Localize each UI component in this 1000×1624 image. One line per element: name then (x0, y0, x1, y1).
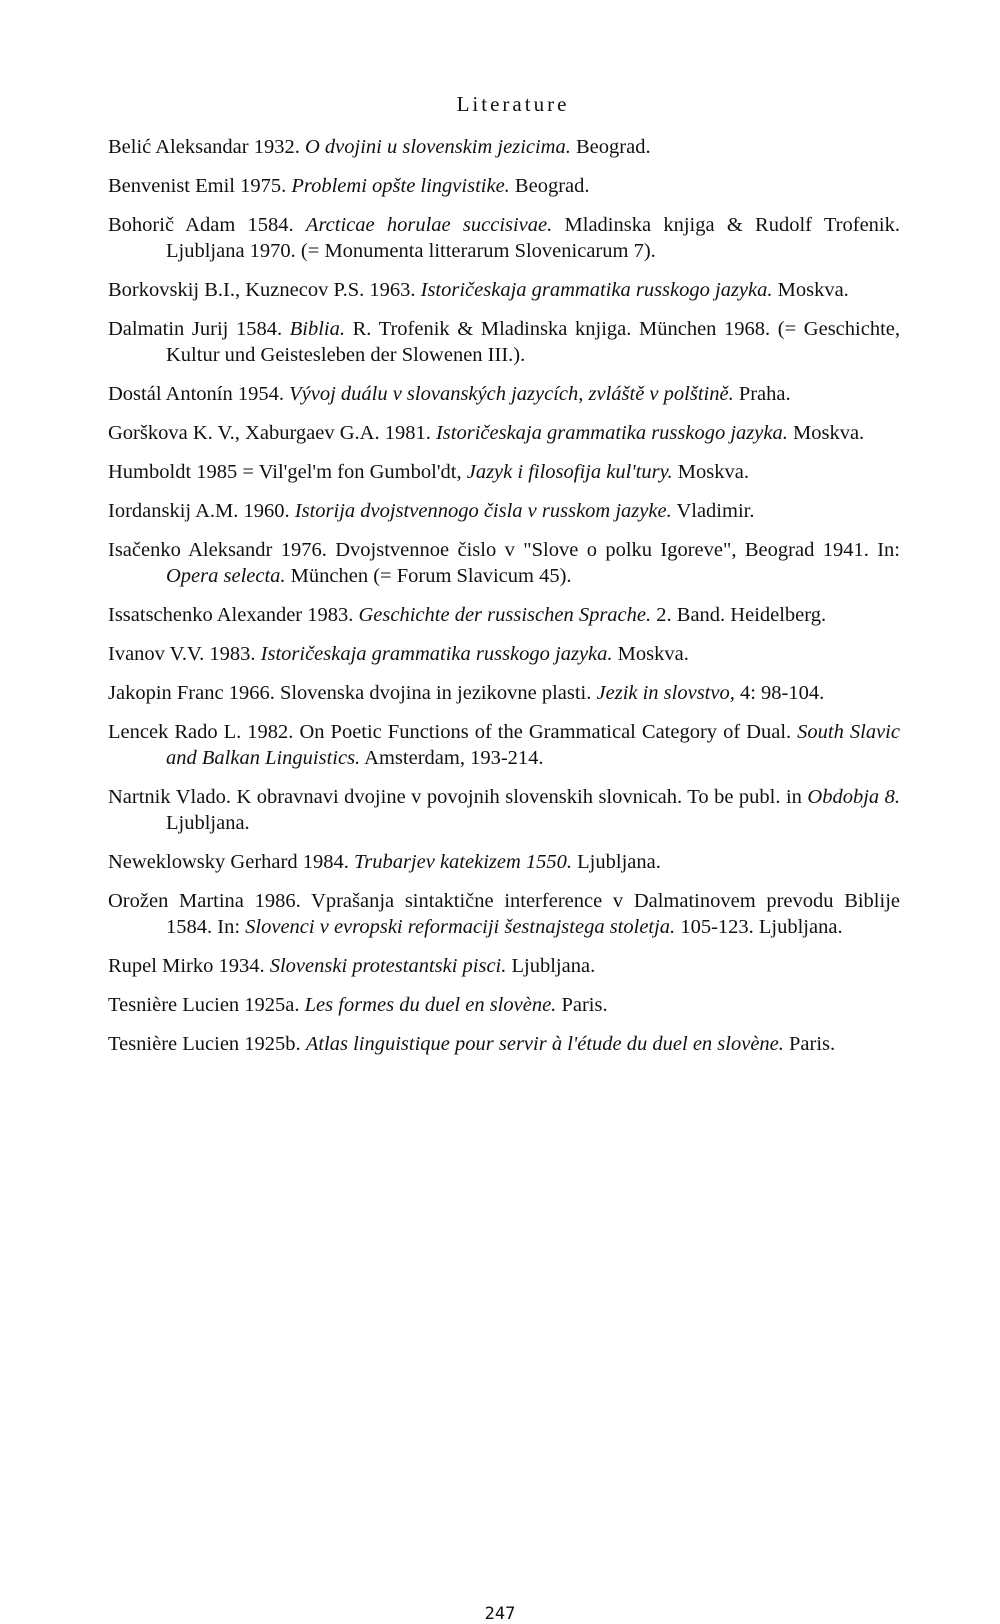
reference-text: Paris. (556, 994, 608, 1016)
reference-entry (108, 888, 900, 940)
reference-title: South Slavic and Balkan Linguistics. (166, 721, 900, 769)
reference-text: Tesnière Lucien 1925b. (108, 1033, 306, 1055)
page-number: 247 (484, 1604, 516, 1624)
reference-entry (108, 420, 900, 446)
reference-entry (108, 1031, 900, 1057)
reference-entry (108, 277, 900, 303)
page-heading: Literature (456, 92, 570, 116)
reference-text: Praha. (733, 383, 791, 405)
reference-entry (108, 680, 900, 706)
reference-title: Slovenski protestantski pisci. (269, 955, 507, 977)
reference-text: Nartnik Vlado. K obravnavi dvojine v povojnih slovenskih slovnicah. To be publ. in (108, 786, 808, 808)
reference-title: O dvojini u slovenskim jezicima. (304, 136, 571, 158)
reference-text: 4: 98-104. (734, 682, 825, 704)
reference-entry (108, 602, 900, 628)
reference-entry (108, 784, 900, 836)
reference-entry (108, 316, 900, 368)
reference-text: Moskva. (772, 279, 849, 301)
reference-text: Jakopin Franc 1966. Slovenska dvojina in jezikovne plasti. (108, 682, 597, 704)
reference-entry (108, 849, 900, 875)
reference-text: 2. Band. Heidelberg. (651, 604, 827, 626)
reference-entry (108, 992, 900, 1018)
reference-text: Dalmatin Jurij 1584. (108, 318, 290, 340)
reference-text: Dostál Antonín 1954. (108, 383, 290, 405)
reference-text: Borkovskij B.I., Kuznecov P.S. 1963. (108, 279, 421, 301)
reference-title: Istoričeskaja grammatika russkogo jazyka. (260, 643, 613, 665)
reference-entry (108, 212, 900, 264)
reference-text: Orožen Martina 1986. Vprašanja sintaktične interference v Dalmatinovem prevodu Biblije 1584. In: (108, 890, 900, 938)
reference-text: Ljubljana. (166, 812, 250, 834)
reference-text: Gorškova K. V., Xaburgaev G.A. 1981. (108, 422, 436, 444)
reference-entry (108, 953, 900, 979)
reference-text: Humboldt 1985 = Vil'gel'm fon Gumbol'dt, (108, 461, 467, 483)
reference-text: München (= Forum Slavicum 45). (285, 565, 572, 587)
reference-text: Belić Aleksandar 1932. (108, 136, 305, 158)
reference-title: Slovenci v evropski reformaciji šestnajstega stoletja. (245, 916, 676, 938)
reference-text: Paris. (783, 1033, 836, 1055)
reference-title: Istoričeskaja grammatika russkogo jazyka. (435, 422, 788, 444)
reference-text: Beograd. (570, 136, 651, 158)
reference-text: Tesnière Lucien 1925a. (108, 994, 305, 1016)
reference-text: Moskva. (612, 643, 689, 665)
reference-text: Mladinska knjiga & Rudolf Trofenik. Ljubljana 1970. (= Monumenta litterarum Slovenicarum 7). (166, 214, 900, 262)
reference-text: R. Trofenik & Mladinska knjiga. München 1968. (= Geschichte, Kultur und Geistesleben der Slowenen III.). (166, 318, 900, 366)
reference-text: Beograd. (509, 175, 590, 197)
reference-text: 105-123. Ljubljana. (675, 916, 843, 938)
reference-entry (108, 381, 900, 407)
reference-text: Benvenist Emil 1975. (108, 175, 292, 197)
reference-title: Geschichte der russischen Sprache. (358, 604, 652, 626)
reference-text: Moskva. (672, 461, 749, 483)
reference-title: Vývoj duálu v slovanských jazycích, zvláště v polštině. (289, 383, 734, 405)
reference-text: Isačenko Aleksandr 1976. Dvojstvennoe čislo v "Slove o polku Igoreve", Beograd 1941. In: (108, 539, 900, 561)
reference-text: Neweklowsky Gerhard 1984. (108, 851, 354, 873)
reference-text: Iordanskij A.M. 1960. (108, 500, 295, 522)
reference-title: Jezik in slovstvo, (596, 682, 735, 704)
reference-title: Problemi opšte lingvistike. (291, 175, 510, 197)
reference-entry (108, 173, 900, 199)
reference-text: Issatschenko Alexander 1983. (108, 604, 359, 626)
reference-title: Jazyk i filosofija kul'tury. (466, 461, 673, 483)
reference-text: Ivanov V.V. 1983. (108, 643, 261, 665)
reference-text: Moskva. (787, 422, 865, 444)
reference-text: Bohorič Adam 1584. (108, 214, 306, 236)
reference-title: Istorija dvojstvennogo čisla v russkom jazyke. (294, 500, 672, 522)
reference-text: Rupel Mirko 1934. (108, 955, 270, 977)
reference-entry (108, 537, 900, 589)
reference-entry (108, 498, 900, 524)
reference-title: Opera selecta. (166, 565, 286, 587)
reference-title: Obdobja 8. (807, 786, 900, 808)
reference-list (108, 134, 900, 1070)
reference-title: Les formes du duel en slovène. (304, 994, 557, 1016)
reference-title: Atlas linguistique pour servir à l'étude du duel en slovène. (305, 1033, 784, 1055)
reference-entry (108, 134, 900, 160)
reference-text: Amsterdam, 193-214. (360, 747, 544, 769)
reference-entry (108, 459, 900, 485)
reference-title: Trubarjev katekizem 1550. (353, 851, 573, 873)
reference-text: Ljubljana. (572, 851, 661, 873)
reference-title: Istoričeskaja grammatika russkogo jazyka. (420, 279, 773, 301)
reference-entry (108, 641, 900, 667)
reference-title: Arcticae horulae succisivae. (305, 214, 553, 236)
reference-entry (108, 719, 900, 771)
reference-text: Vladimir. (671, 500, 755, 522)
reference-title: Biblia. (289, 318, 345, 340)
reference-text: Ljubljana. (506, 955, 596, 977)
reference-text: Lencek Rado L. 1982. On Poetic Functions of the Grammatical Category of Dual. (108, 721, 798, 743)
